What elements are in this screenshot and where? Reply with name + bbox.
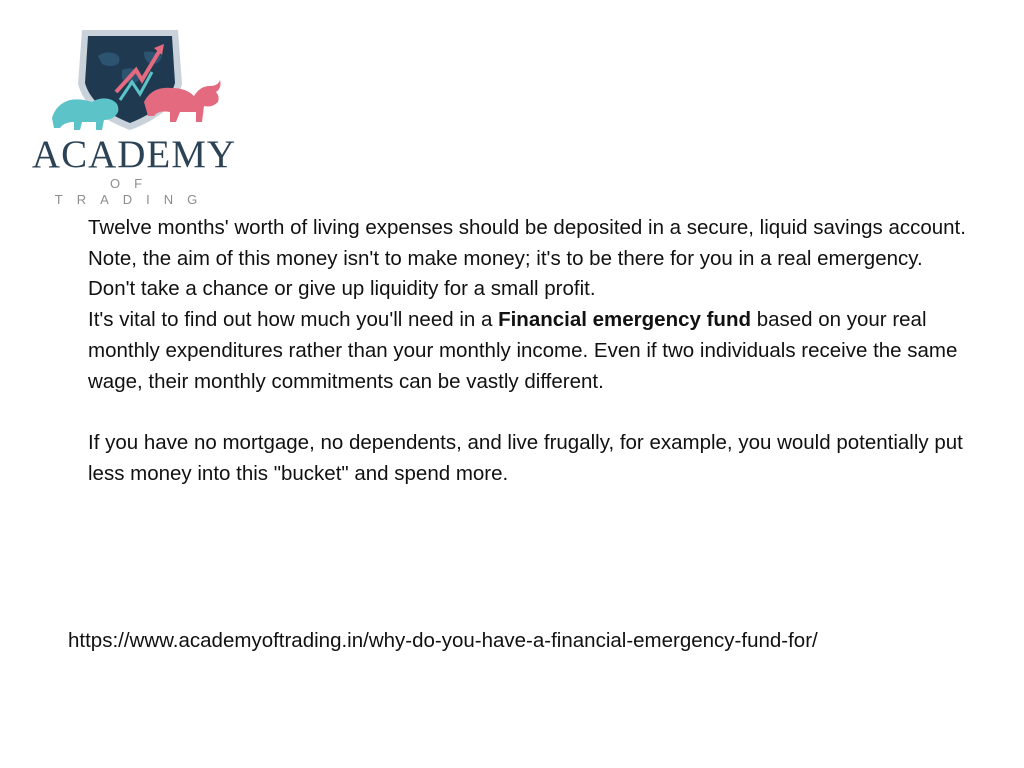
paragraph-emergency-fund (88, 305, 968, 397)
logo-tagline: OF TRADING (54, 176, 212, 207)
paragraph-text: based on your real monthly expenditures rather than your monthly income. Even if two individuals receive the same wage, their monthly commitments can be vastly different. (88, 308, 958, 393)
academy-of-trading-logo (24, 22, 244, 207)
article-body (88, 213, 968, 489)
paragraph-living-expenses: Twelve months' worth of living expenses should be deposited in a secure, liquid savings account. Note, the aim of this money isn't to make money; it's to be there for you in a real emergency. Don't take a chance or give up liquidity for a small profit. (88, 216, 966, 301)
paragraph-example: If you have no mortgage, no dependents, and live frugally, for example, you would potentially put less money into this "bucket" and spend more. (88, 430, 963, 485)
emergency-fund-keyword: Financial emergency fund (498, 308, 751, 332)
paragraph-text: It's vital to find out how much you'll need in a (88, 308, 499, 332)
bull-bear-shield-icon (24, 22, 244, 134)
paragraph-gap (88, 397, 968, 428)
source-url: https://www.academyoftrading.in/why-do-you-have-a-financial-emergency-fund-for/ (68, 629, 818, 652)
logo-wordmark: ACADEMY (31, 133, 237, 176)
